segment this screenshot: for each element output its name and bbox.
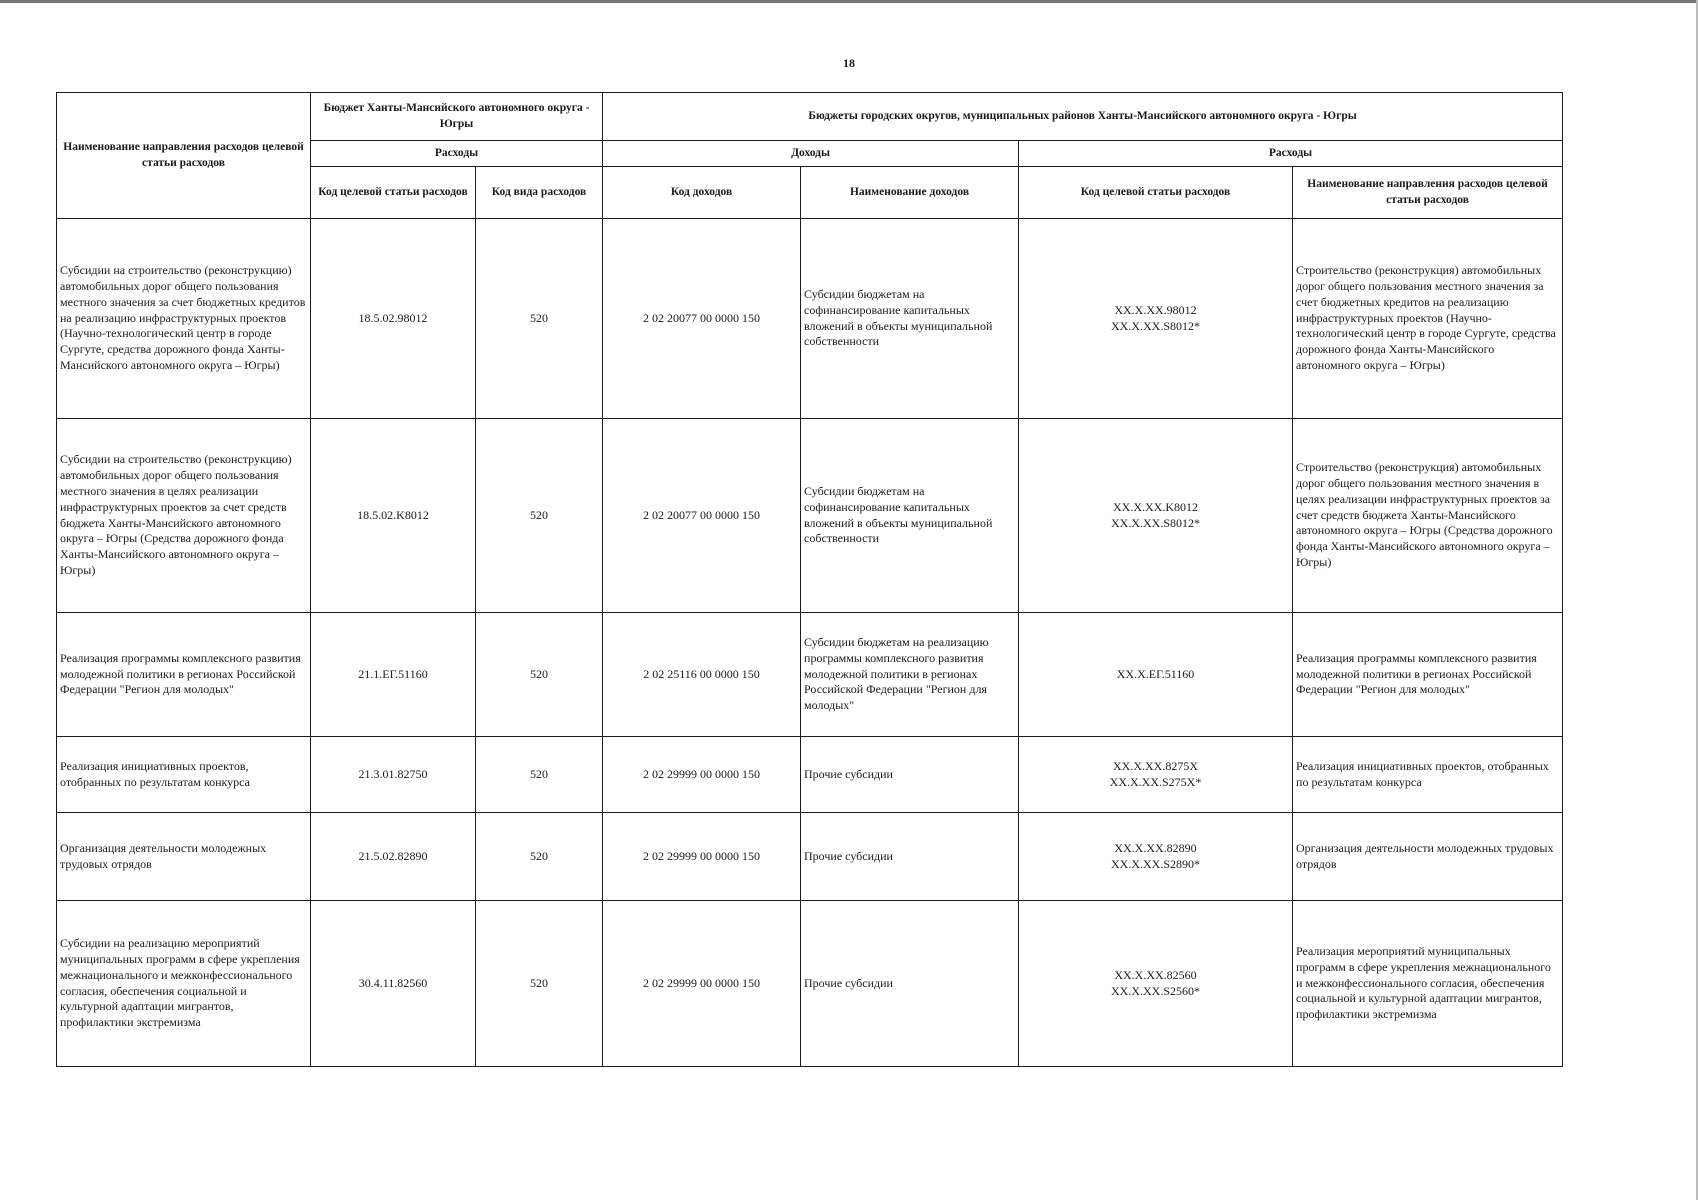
cell-municipal-code: XX.X.XX.8275X XX.X.XX.S275X* xyxy=(1019,737,1293,813)
cell-revenue-name: Прочие субсидии xyxy=(801,813,1019,901)
cell-target-code: 30.4.11.82560 xyxy=(311,901,476,1067)
cell-target-code: 18.5.02.K8012 xyxy=(311,419,476,613)
cell-direction-name: Субсидии на строительство (реконструкцию) автомобильных дорог общего пользования местного значения в целях реализации инфраструктурных проектов за счет средств бюджета Ханты-Мансийского автономного округа – Югры (Средства дорожного фонда Ханты-Мансийского автономного округа – Югры) xyxy=(57,419,311,613)
table-header xyxy=(57,93,1563,219)
cell-municipal-name: Организация деятельности молодежных трудовых отрядов xyxy=(1293,813,1563,901)
cell-municipal-name: Строительство (реконструкция) автомобильных дорог общего пользования местного значения в целях реализации инфраструктурных проектов за счет средств бюджета Ханты-Мансийского автономного округа – Югры (Средства дорожного фонда Ханты-Мансийского автономного округа – Югры) xyxy=(1293,419,1563,613)
header-expense-type-code: Код вида расходов xyxy=(476,167,603,219)
cell-direction-name: Субсидии на строительство (реконструкцию) автомобильных дорог общего пользования местного значения за счет бюджетных кредитов на реализацию инфраструктурных проектов (Научно-технологический центр в городе Сургуте, средства дорожного фонда Ханты-Мансийского автономного округа – Югры) xyxy=(57,219,311,419)
header-municipal-expenses: Расходы xyxy=(1019,141,1563,167)
cell-target-code: 18.5.02.98012 xyxy=(311,219,476,419)
header-municipal-direction-name: Наименование направления расходов целевой статьи расходов xyxy=(1293,167,1563,219)
header-municipal-budgets: Бюджеты городских округов, муниципальных районов Ханты-Мансийского автономного округа - Югры xyxy=(603,93,1563,141)
cell-target-code: 21.5.02.82890 xyxy=(311,813,476,901)
cell-municipal-name: Реализация инициативных проектов, отобранных по результатам конкурса xyxy=(1293,737,1563,813)
cell-expense-type: 520 xyxy=(476,419,603,613)
cell-expense-type: 520 xyxy=(476,737,603,813)
header-municipal-target-code: Код целевой статьи расходов xyxy=(1019,167,1293,219)
cell-revenue-code: 2 02 20077 00 0000 150 xyxy=(603,419,801,613)
cell-municipal-name: Реализация программы комплексного развития молодежной политики в регионах Российской Федерации "Регион для молодых" xyxy=(1293,613,1563,737)
cell-revenue-code: 2 02 29999 00 0000 150 xyxy=(603,813,801,901)
cell-municipal-code: XX.X.ЕГ.51160 xyxy=(1019,613,1293,737)
cell-direction-name: Субсидии на реализацию мероприятий муниципальных программ в сфере укрепления межнационального и межконфессионального согласия, обеспечения социальной и культурной адаптации мигрантов, профилактики экстремизма xyxy=(57,901,311,1067)
cell-target-code: 21.1.ЕГ.51160 xyxy=(311,613,476,737)
cell-municipal-name: Реализация мероприятий муниципальных программ в сфере укрепления межнационального и межконфессионального согласия, обеспечения социальной и культурной адаптации мигрантов, профилактики экстремизма xyxy=(1293,901,1563,1067)
cell-municipal-name: Строительство (реконструкция) автомобильных дорог общего пользования местного значения за счет бюджетных кредитов на реализацию инфраструктурных проектов (Научно-технологический центр в городе Сургуте, средства дорожного фонда Ханты-Мансийского автономного округа – Югры) xyxy=(1293,219,1563,419)
header-expenses: Расходы xyxy=(311,141,603,167)
table-row xyxy=(57,219,1563,419)
table-row xyxy=(57,901,1563,1067)
table-row xyxy=(57,419,1563,613)
cell-revenue-name: Субсидии бюджетам на софинансирование капитальных вложений в объекты муниципальной собственности xyxy=(801,219,1019,419)
cell-municipal-code: XX.X.XX.82560 XX.X.XX.S2560* xyxy=(1019,901,1293,1067)
cell-municipal-code: XX.X.XX.K8012 XX.X.XX.S8012* xyxy=(1019,419,1293,613)
cell-revenue-code: 2 02 25116 00 0000 150 xyxy=(603,613,801,737)
table-row xyxy=(57,613,1563,737)
cell-expense-type: 520 xyxy=(476,813,603,901)
header-target-code: Код целевой статьи расходов xyxy=(311,167,476,219)
header-revenue-code: Код доходов xyxy=(603,167,801,219)
scan-edge-top xyxy=(0,0,1698,3)
cell-direction-name: Реализация инициативных проектов, отобранных по результатам конкурса xyxy=(57,737,311,813)
cell-expense-type: 520 xyxy=(476,901,603,1067)
table-row xyxy=(57,813,1563,901)
header-revenues: Доходы xyxy=(603,141,1019,167)
cell-expense-type: 520 xyxy=(476,613,603,737)
table-body xyxy=(57,219,1563,1067)
header-regional-budget: Бюджет Ханты-Мансийского автономного округа - Югры xyxy=(311,93,603,141)
cell-direction-name: Реализация программы комплексного развития молодежной политики в регионах Российской Федерации "Регион для молодых" xyxy=(57,613,311,737)
cell-expense-type: 520 xyxy=(476,219,603,419)
budget-classification-table xyxy=(56,92,1563,1067)
header-name-column: Наименование направления расходов целевой статьи расходов xyxy=(57,93,311,219)
cell-revenue-code: 2 02 29999 00 0000 150 xyxy=(603,901,801,1067)
cell-municipal-code: XX.X.XX.82890 XX.X.XX.S2890* xyxy=(1019,813,1293,901)
cell-revenue-name: Прочие субсидии xyxy=(801,737,1019,813)
cell-revenue-name: Прочие субсидии xyxy=(801,901,1019,1067)
cell-revenue-name: Субсидии бюджетам на софинансирование капитальных вложений в объекты муниципальной собственности xyxy=(801,419,1019,613)
cell-municipal-code: XX.X.XX.98012 XX.X.XX.S8012* xyxy=(1019,219,1293,419)
header-revenue-name: Наименование доходов xyxy=(801,167,1019,219)
cell-revenue-name: Субсидии бюджетам на реализацию программы комплексного развития молодежной политики в регионах Российской Федерации "Регион для молодых" xyxy=(801,613,1019,737)
cell-target-code: 21.3.01.82750 xyxy=(311,737,476,813)
table-row xyxy=(57,737,1563,813)
cell-revenue-code: 2 02 29999 00 0000 150 xyxy=(603,737,801,813)
cell-direction-name: Организация деятельности молодежных трудовых отрядов xyxy=(57,813,311,901)
cell-revenue-code: 2 02 20077 00 0000 150 xyxy=(603,219,801,419)
page-number: 18 xyxy=(843,56,855,70)
